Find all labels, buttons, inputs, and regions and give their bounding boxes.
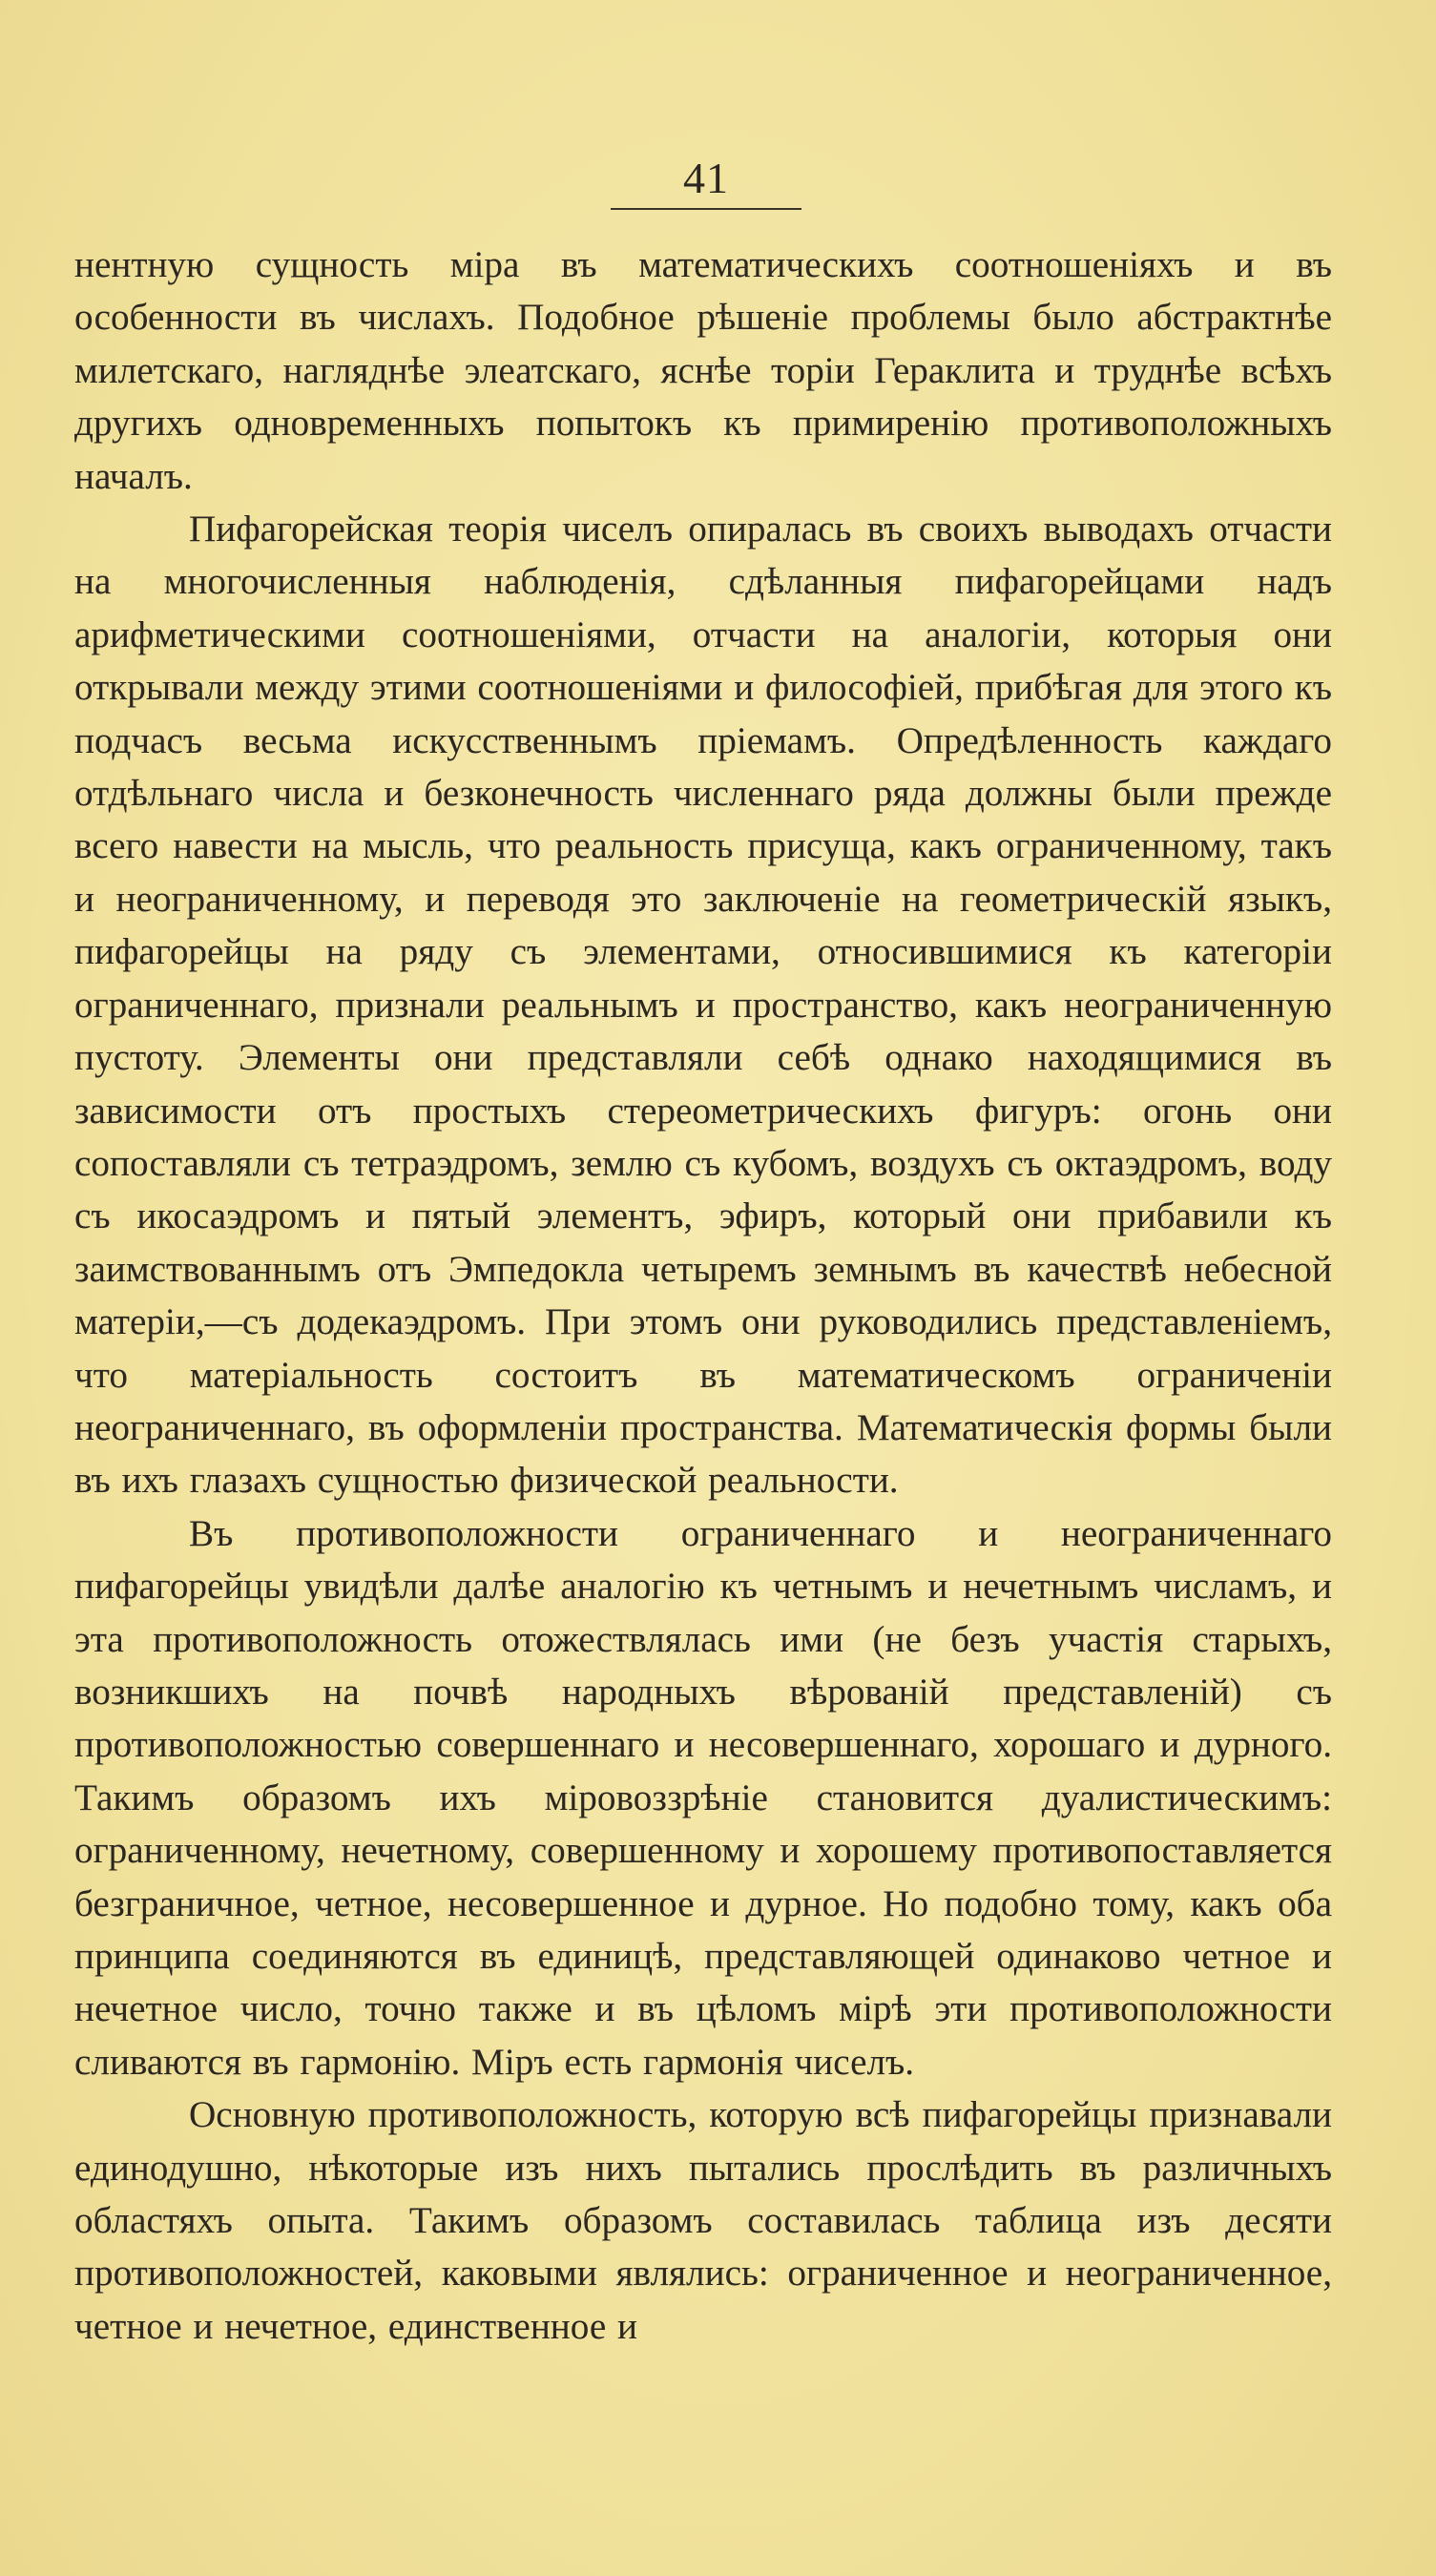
paragraph-1: нентную сущность міра въ математическихъ соотношеніяхъ и въ особенности въ числахъ. Подобное рѣшеніе проблемы было абстрактнѣе милетскаго, нагляднѣе элеатскаго, яснѣе торіи Гераклита и труднѣе всѣхъ другихъ одновременныхъ попытокъ къ примиренію противоположныхъ началъ.: [74, 244, 1332, 497]
header-rule: [611, 208, 801, 210]
paragraph-3: Въ противоположности ограниченнаго и неограниченнаго пифагорейцы увидѣли далѣе аналогію къ четнымъ и нечетнымъ числамъ, и эта противоположность отожествлялась ими (не безъ участія старыхъ, возникшихъ на почвѣ народныхъ вѣрованій представленій) съ противоположностью совершеннаго и несовершеннаго, хорошаго и дурного. Такимъ образомъ ихъ міровоззрѣніе становится дуалистическимъ: ограниченному, нечетному, совершенному и хорошему противопоставляется безграничное, четное, несовершенное и дурное. Но подобно тому, какъ оба принципа соединяются въ единицѣ, представляющей одинаково четное и нечетное число, точно также и въ цѣломъ мірѣ эти противоположности сливаются въ гармонію. Міръ есть гармонія чиселъ.: [74, 1512, 1332, 2083]
page-number: 41: [683, 154, 729, 202]
body-text: [74, 239, 1332, 2353]
paragraph-4: Основную противоположность, которую всѣ пифагорейцы признавали единодушно, нѣкоторые изъ нихъ пытались прослѣдить въ различныхъ областяхъ опыта. Такимъ образомъ составилась таблица изъ десяти противоположностей, каковыми являлись: ограниченное и неограниченное, четное и нечетное, единственное и: [74, 2094, 1332, 2347]
paragraph-2: Пифагорейская теорія чиселъ опиралась въ своихъ выводахъ отчасти на многочисленныя наблюденія, сдѣланныя пифагорейцами надъ арифметическими соотношеніями, отчасти на аналогіи, которыя они открывали между этими соотношеніями и философіей, прибѣгая для этого къ подчасъ весьма искусственнымъ пріемамъ. Опредѣленность каждаго отдѣльнаго числа и безконечность численнаго ряда должны были прежде всего навести на мысль, что реальность присуща, какъ ограниченному, такъ и неограниченному, и переводя это заключеніе на геометрическій языкъ, пифагорейцы на ряду съ элементами, относившимися къ категоріи ограниченнаго, признали реальнымъ и пространство, какъ неограниченную пустоту. Элементы они представляли себѣ однако находящимися въ зависимости отъ простыхъ стереометрическихъ фигуръ: огонь они сопоставляли съ тетраэдромъ, землю съ кубомъ, воздухъ съ октаэдромъ, воду съ икосаэдромъ и пятый элементъ, эфиръ, который они прибавили къ заимствованнымъ отъ Эмпедокла четыремъ земнымъ въ качествѣ небесной матеріи,—съ додекаэдромъ. При этомъ они руководились представленіемъ, что матеріальность состоитъ въ математическомъ ограниченіи неограниченнаго, въ оформленіи пространства. Математическія формы были въ ихъ глазахъ сущностью физической реальности.: [74, 509, 1332, 1502]
